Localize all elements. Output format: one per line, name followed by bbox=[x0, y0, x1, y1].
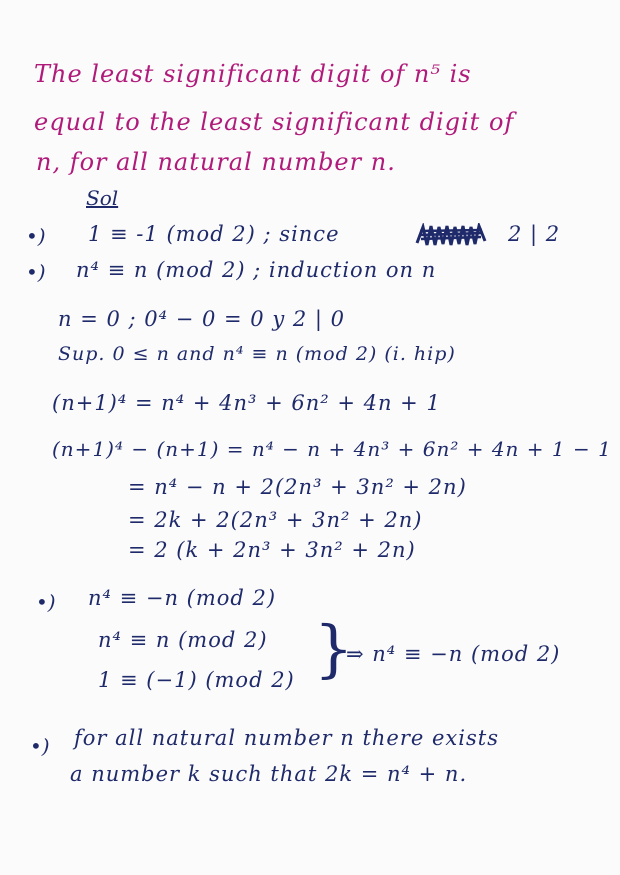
line-15: a number k such that 2k = n⁴ + n. bbox=[70, 762, 468, 786]
line-6: (n+1)⁴ − (n+1) = n⁴ − n + 4n³ + 6n² + 4n + 1 − 1 bbox=[52, 437, 612, 461]
line-5: (n+1)⁴ = n⁴ + 4n³ + 6n² + 4n + 1 bbox=[52, 391, 441, 415]
scribble-mark bbox=[415, 223, 487, 249]
line-12: 1 ≡ (−1) (mod 2) bbox=[98, 668, 295, 692]
sol-label: Sol bbox=[86, 186, 119, 210]
line-8: = 2k + 2(2n³ + 3n² + 2n) bbox=[128, 508, 423, 532]
line-3: n = 0 ; 0⁴ − 0 = 0 y 2 | 0 bbox=[58, 307, 346, 331]
bullet-4: •) bbox=[30, 734, 50, 758]
line-9: = 2 (k + 2n³ + 3n² + 2n) bbox=[128, 538, 416, 562]
statement-line-3: n, for all natural number n. bbox=[36, 148, 396, 176]
line-1: 1 ≡ -1 (mod 2) ; since bbox=[88, 222, 340, 246]
bullet-3: •) bbox=[36, 590, 56, 614]
line-4: Sup. 0 ≤ n and n⁴ ≡ n (mod 2) (i. hip) bbox=[58, 343, 456, 365]
line-11: n⁴ ≡ n (mod 2) bbox=[98, 628, 268, 652]
bullet-2: •) bbox=[26, 260, 46, 284]
line-1-b: 2 | 2 bbox=[508, 222, 561, 246]
statement-line-1: The least significant digit of n⁵ is bbox=[34, 60, 472, 88]
line-7: = n⁴ − n + 2(2n³ + 3n² + 2n) bbox=[128, 475, 467, 499]
line-14: for all natural number n there exists bbox=[74, 726, 499, 750]
line-2: n⁴ ≡ n (mod 2) ; induction on n bbox=[76, 258, 437, 282]
statement-line-2: equal to the least significant digit of bbox=[34, 108, 515, 136]
right-brace: } bbox=[314, 612, 354, 685]
bullet-1: •) bbox=[26, 224, 46, 248]
line-13: ⇒ n⁴ ≡ −n (mod 2) bbox=[346, 642, 561, 666]
line-10: n⁴ ≡ −n (mod 2) bbox=[88, 586, 277, 610]
